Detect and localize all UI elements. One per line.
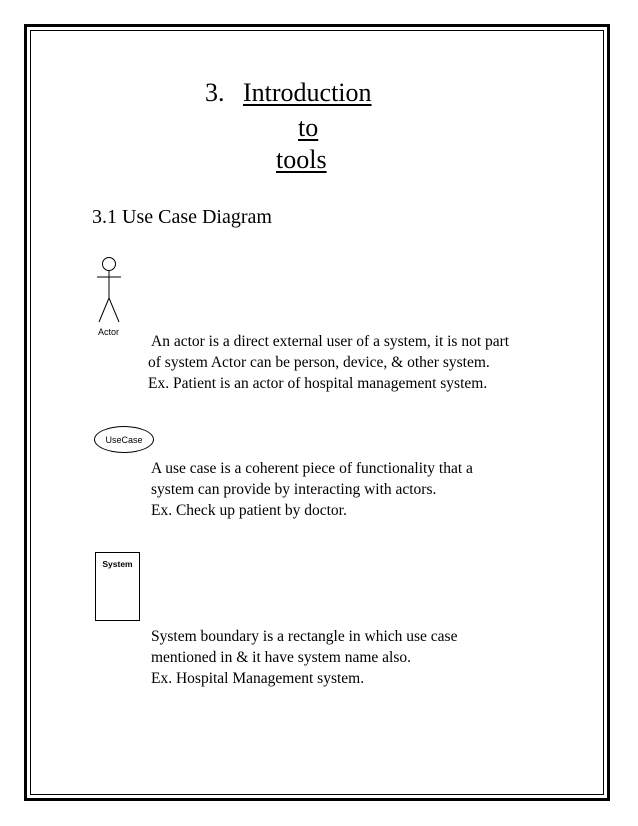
actor-label: Actor [98,327,120,337]
heading-line-2 [298,113,318,143]
system-desc-line: System boundary is a rectangle in which use case [151,628,458,645]
heading-word-to: to [298,113,319,142]
system-description [151,626,457,689]
heading-word-introduction: Introduction [243,78,372,107]
actor-description [148,331,510,394]
actor-desc-line: Ex. Patient is an actor of hospital management system. [148,375,488,392]
usecase-label: UseCase [105,434,143,445]
usecase-desc-line: system can provide by interacting with actors. [151,481,437,498]
usecase-ellipse [94,426,154,453]
actor-desc-line: of system Actor can be person, device, & other system. [148,354,490,371]
system-label: System [102,559,133,569]
usecase-description [151,458,473,521]
actor-stick-figure-icon [94,255,124,327]
heading-number: 3. [205,78,225,107]
system-boundary-box [95,552,140,621]
usecase-desc-line: Ex. Check up patient by doctor. [151,502,347,519]
section-title: 3.1 Use Case Diagram [92,206,272,228]
actor-desc-line: An actor is a direct external user of a system, it is not part [151,333,510,350]
heading-line-3 [276,145,327,175]
system-desc-line: mentioned in & it have system name also. [151,649,412,666]
heading-line-1 [205,78,372,108]
system-desc-line: Ex. Hospital Management system. [151,670,365,687]
heading-word-tools: tools [276,145,327,174]
usecase-desc-line: A use case is a coherent piece of functionality that a [151,460,473,477]
